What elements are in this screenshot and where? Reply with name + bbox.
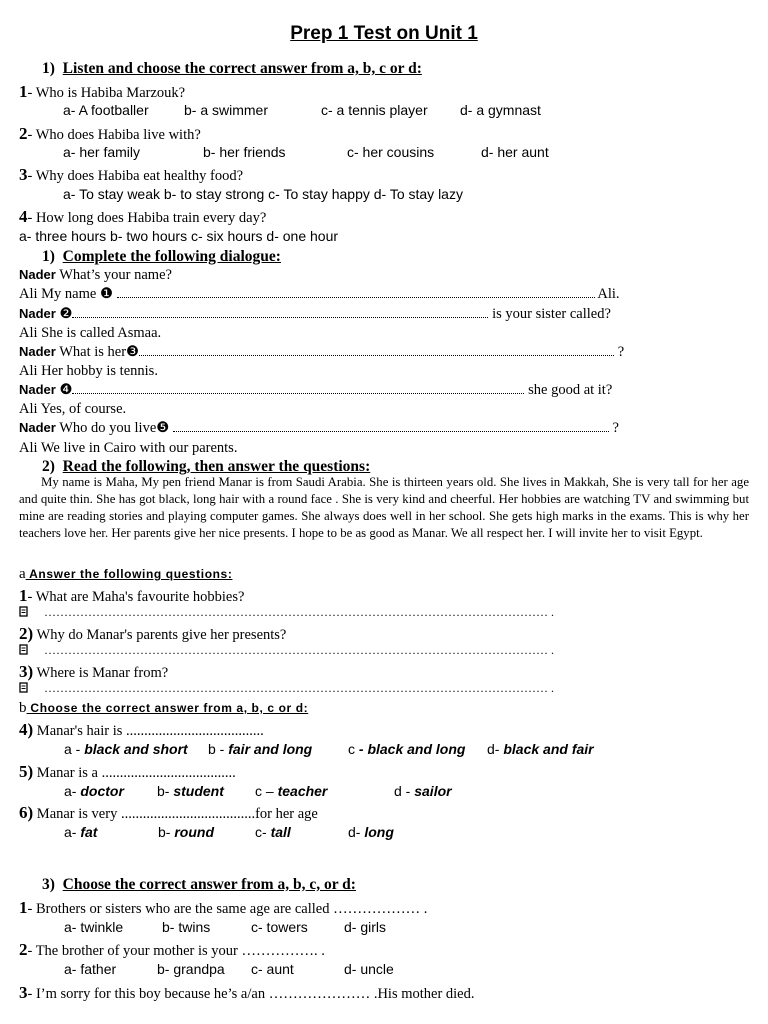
option-c: c- towers (251, 919, 308, 935)
question-number: 3 (19, 165, 28, 184)
blank-line (117, 287, 595, 298)
question-text: - Why does Habiba eat healthy food? (27, 168, 244, 184)
question-number: 3) (19, 662, 34, 681)
question-text: - What are Maha's favourite hobbies? (27, 589, 245, 605)
options-line: a- To stay weak b- to stay strong c- To stay happy d- To stay lazy (63, 186, 463, 202)
reading-question-3 (19, 663, 168, 681)
question-text: - How long does Habiba train every day? (27, 210, 267, 226)
part-title: Choose the correct answer from a, b, c or d: (26, 701, 309, 715)
option-a: a - black and short (64, 741, 188, 757)
part-b-heading (19, 700, 308, 716)
dialogue-line-4: Ali She is called Asmaa. (19, 325, 162, 341)
question-text: - Brothers or sisters who are the same age are called ……………… . (27, 901, 428, 917)
option-b: b- her friends (203, 144, 286, 160)
section-1-title: Listen and choose the correct answer from a, b, c or d: (62, 60, 422, 77)
mcq-question-4 (19, 721, 264, 739)
answer-line-1 (19, 606, 554, 618)
answer-dots: ……………………………………………………………………………………………………………… . (44, 681, 554, 695)
page-title: Prep 1 Test on Unit 1 (290, 23, 478, 44)
blank-line (139, 345, 614, 356)
option-a: a- A footballer (63, 102, 149, 118)
blank-line (173, 421, 609, 432)
speaker-name: Nader (19, 420, 56, 435)
section-1-heading (42, 61, 422, 77)
speaker-name: Nader (19, 306, 56, 321)
question-number: 2 (19, 940, 28, 959)
answer-line-3 (19, 682, 554, 694)
reading-question-1 (19, 587, 244, 605)
question-number: 3 (19, 983, 28, 1002)
vocab-question-3 (19, 984, 475, 1002)
part-letter: b (19, 700, 27, 716)
answer-line-2 (19, 644, 554, 656)
question-number: 4 (19, 207, 28, 226)
option-a: a- father (64, 961, 117, 977)
option-b: b- grandpa (157, 961, 225, 977)
dialogue-end: ? (612, 420, 619, 436)
question-text: Where is Manar from? (33, 665, 169, 681)
question-text: Manar's hair is ...................................... (33, 723, 264, 739)
option-c: c- her cousins (347, 144, 435, 160)
dialogue-line-8: Ali Yes, of course. (19, 401, 127, 417)
question-text: Manar is very .....................................for her age (33, 806, 318, 822)
option-d: d- girls (344, 919, 387, 935)
option-b: b- a swimmer (184, 102, 269, 118)
vocab-question-2 (19, 941, 325, 959)
option-a: a- doctor (64, 783, 124, 799)
dialogue-end: ? (617, 344, 625, 360)
option-d: d- long (348, 824, 394, 840)
option-d: d- her aunt (481, 144, 549, 160)
vocab-question-1 (19, 899, 427, 917)
mcq-question-6 (19, 804, 318, 822)
question-number: 4) (19, 720, 34, 739)
part-letter: a (19, 566, 26, 582)
mcq-question-5 (19, 763, 236, 781)
option-b: b- round (158, 824, 214, 840)
question-number: 5) (19, 762, 34, 781)
dialogue-line-2 (19, 287, 620, 302)
blank-line (72, 307, 488, 318)
option-d: d - sailor (394, 783, 452, 799)
dialogue-line-10: Ali We live in Cairo with our parents. (19, 440, 238, 456)
option-d: d- a gymnast (460, 102, 541, 118)
dialogue-end: she good at it? (528, 382, 613, 398)
question-number: 1 (19, 82, 28, 101)
section-2-number: 1) (42, 248, 55, 265)
blank-line (72, 383, 524, 394)
question-number: 6) (19, 803, 34, 822)
question-text: - Who does Habiba live with? (27, 127, 201, 143)
option-c: c - black and long (348, 741, 466, 757)
dialogue-text: ❷ (55, 306, 73, 322)
dialogue-line-9 (19, 421, 619, 436)
question-number: 2 (19, 124, 28, 143)
dialogue-line-7 (19, 383, 612, 398)
part-a-heading (19, 566, 232, 582)
section-4-heading (42, 877, 356, 893)
pencil-icon (19, 644, 29, 655)
dialogue-text: ❹ (55, 382, 73, 398)
section-3-number: 2) (42, 458, 55, 475)
question-text: Why do Manar's parents give her presents? (33, 627, 287, 643)
dialogue-text: What is her❸ (55, 344, 140, 360)
dialogue-end: is your sister called? (492, 306, 611, 322)
s1-question-2 (19, 125, 201, 143)
s1-question-4 (19, 208, 266, 226)
answer-dots: ……………………………………………………………………………………………………………… . (44, 605, 554, 619)
question-text: Manar is a ..................................... (33, 765, 236, 781)
option-c: c – teacher (255, 783, 328, 799)
answer-dots: ……………………………………………………………………………………………………………… . (44, 643, 554, 657)
section-4-title: Choose the correct answer from a, b, c, or d: (62, 876, 356, 893)
options-line: a- three hours b- two hours c- six hours d- one hour (19, 228, 339, 244)
part-title: Answer the following questions: (25, 567, 233, 581)
speaker-name: Nader (19, 267, 56, 282)
s1-question-3 (19, 166, 243, 184)
speaker-name: Nader (19, 344, 56, 359)
option-b: b- twins (162, 919, 211, 935)
s1-question-1 (19, 83, 185, 101)
reading-question-2 (19, 625, 286, 643)
question-text: - I’m sorry for this boy because he’s a/an ………………… .His mother died. (27, 986, 475, 1002)
dialogue-text: Ali My name ❶ (19, 286, 117, 302)
pencil-icon (19, 606, 29, 617)
option-c: c- a tennis player (321, 102, 428, 118)
pencil-icon (19, 682, 29, 693)
option-c: c- tall (255, 824, 291, 840)
question-text: - Who is Habiba Marzouk? (27, 85, 186, 101)
option-b: b - fair and long (208, 741, 313, 757)
option-c: c- aunt (251, 961, 294, 977)
question-text: - The brother of your mother is your ……………. . (27, 943, 325, 959)
section-1-number: 1) (42, 60, 55, 77)
dialogue-text: What’s your name? (55, 267, 172, 283)
section-4-number: 3) (42, 876, 55, 893)
section-3-heading (42, 459, 370, 475)
reading-passage: My name is Maha, My pen friend Manar is from Saudi Arabia. She is thirteen years old. She lives in Makkah, She is very tall for her age and quite thin. She has got black, long hair with a round face . She is very kind and cheerful. Her hobbies are watching TV and swimming but mine are reading stories and playing computer games. She always does well in her school. She gets high marks in the exams. This is why her teachers love her. Her parents give her nice presents. I hope to be as good as Manar. We all respect her. I will invite her to visit Egypt. (19, 475, 749, 540)
dialogue-text: Who do you live❺ (55, 420, 173, 436)
question-number: 2) (19, 624, 34, 643)
speaker-name: Nader (19, 382, 56, 397)
dialogue-line-1 (19, 268, 172, 283)
dialogue-line-6: Ali Her hobby is tennis. (19, 363, 158, 379)
option-b: b- student (157, 783, 224, 799)
dialogue-line-3 (19, 307, 611, 322)
dialogue-end: Ali. (597, 286, 620, 302)
option-a: a- her family (63, 144, 141, 160)
option-a: a- twinkle (64, 919, 124, 935)
option-d: d- uncle (344, 961, 394, 977)
question-number: 1 (19, 586, 28, 605)
dialogue-line-5 (19, 345, 624, 360)
section-2-title: Complete the following dialogue: (62, 248, 281, 265)
option-a: a- fat (64, 824, 98, 840)
question-number: 1 (19, 898, 28, 917)
section-2-heading (42, 249, 281, 265)
section-3-title: Read the following, then answer the questions: (62, 458, 371, 475)
option-d: d- black and fair (487, 741, 594, 757)
